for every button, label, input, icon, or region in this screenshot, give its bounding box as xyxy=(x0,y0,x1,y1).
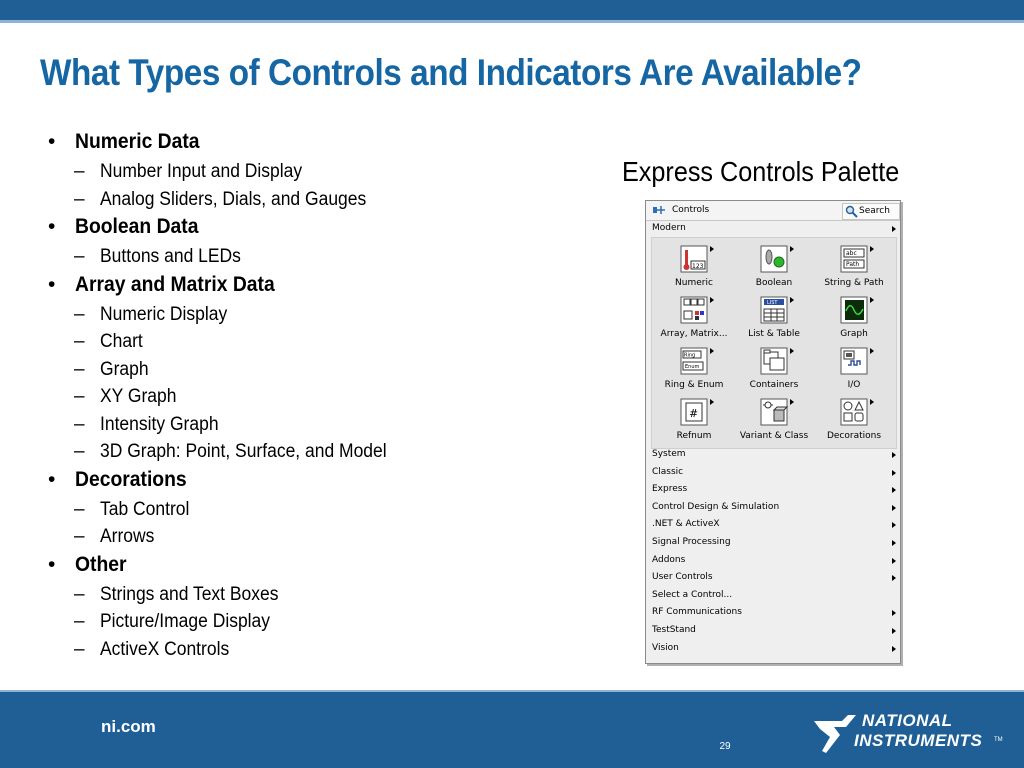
category-label: System xyxy=(652,449,686,459)
tile-label: Decorations xyxy=(826,431,882,441)
palette-caption: Express Controls Palette xyxy=(622,156,900,187)
category-label: Classic xyxy=(652,466,684,477)
logo-word-national: NATIONAL xyxy=(862,711,953,730)
containers-icon xyxy=(759,346,789,376)
sub-bullet-label: Analog Sliders, Dials, and Gauges xyxy=(100,188,367,210)
bullet-label: Numeric Data xyxy=(75,130,200,153)
header-accent-line xyxy=(0,20,1024,23)
tile-label: I/O xyxy=(847,380,861,390)
submenu-arrow-icon xyxy=(790,246,794,252)
sub-bullet-label: Strings and Text Boxes xyxy=(100,583,279,605)
sub-bullet-label: Graph xyxy=(100,358,149,380)
logo-trademark: TM xyxy=(994,737,1003,743)
refnum-icon xyxy=(679,397,709,427)
category-signal-processing[interactable] xyxy=(646,534,900,551)
category-net-activex[interactable] xyxy=(646,516,900,533)
array-matrix-icon xyxy=(679,295,709,325)
pin-icon[interactable] xyxy=(652,205,666,215)
dash-icon: – xyxy=(74,303,85,325)
submenu-arrow-icon xyxy=(790,348,794,354)
sub-bullet-item xyxy=(48,301,588,329)
bullet-dot-icon: • xyxy=(48,130,56,153)
category-modern[interactable] xyxy=(646,220,900,237)
category-addons[interactable] xyxy=(646,552,900,569)
tile-label: Refnum xyxy=(676,431,712,441)
list-table-icon xyxy=(759,295,789,325)
palette-tile-i-o[interactable] xyxy=(814,344,894,394)
dash-icon: – xyxy=(74,611,85,632)
palette-title: Controls xyxy=(672,205,710,215)
string-path-icon xyxy=(839,244,869,274)
bullet-label: Other xyxy=(75,552,127,576)
bullet-label: Decorations xyxy=(75,467,187,491)
svg-text:Path: Path xyxy=(846,261,860,268)
bullet-label: Array and Matrix Data xyxy=(75,272,275,296)
dash-icon: – xyxy=(74,246,85,267)
sub-bullet-label: Intensity Graph xyxy=(100,413,219,435)
logo-word-instruments: INSTRUMENTS xyxy=(854,731,983,750)
category-label: RF Communications xyxy=(652,607,742,618)
footer-site-link: ni.com xyxy=(101,717,156,736)
page-number: 29 xyxy=(719,741,731,752)
submenu-arrow-icon xyxy=(892,540,896,546)
submenu-arrow-icon xyxy=(710,297,714,303)
sub-bullet-item xyxy=(48,523,588,551)
submenu-arrow-icon xyxy=(710,399,714,405)
numeric-icon xyxy=(679,244,709,274)
dash-icon: – xyxy=(74,386,85,407)
palette-tile-ring-enum[interactable] xyxy=(654,344,734,394)
dash-icon: – xyxy=(74,331,85,352)
palette-tile-string-path[interactable] xyxy=(814,242,894,292)
submenu-arrow-icon xyxy=(870,399,874,405)
sub-bullet-label: Chart xyxy=(100,331,143,352)
category-classic[interactable] xyxy=(646,464,900,481)
dash-icon: – xyxy=(74,583,85,605)
dash-icon: – xyxy=(74,638,85,660)
bullet-dot-icon: • xyxy=(48,552,56,576)
palette-tile-decorations[interactable] xyxy=(814,395,894,445)
search-button[interactable] xyxy=(842,203,900,220)
tile-label: List & Table xyxy=(748,329,800,339)
sub-bullet-item xyxy=(48,411,588,439)
submenu-arrow-icon xyxy=(870,246,874,252)
bullet-dot-icon: • xyxy=(48,272,56,296)
submenu-arrow-icon xyxy=(710,348,714,354)
graph-icon xyxy=(839,295,869,325)
io-icon xyxy=(839,346,869,376)
tile-label: Numeric xyxy=(675,278,713,288)
controls-palette-window xyxy=(645,200,901,664)
category-vision[interactable] xyxy=(646,640,900,657)
palette-tile-graph[interactable] xyxy=(814,293,894,343)
tile-label: Containers xyxy=(749,380,799,390)
submenu-arrow-icon xyxy=(892,487,896,493)
svg-text:123: 123 xyxy=(692,263,704,270)
ni-logo xyxy=(812,711,1002,759)
category-teststand[interactable] xyxy=(646,622,900,639)
sub-bullet-item xyxy=(48,636,588,664)
sub-bullet-item xyxy=(48,243,588,271)
dash-icon: – xyxy=(74,413,85,435)
submenu-arrow-icon xyxy=(892,505,896,511)
footer-accent-line xyxy=(0,690,1024,692)
sub-bullet-item xyxy=(48,158,588,186)
category-label: Select a Control... xyxy=(652,589,733,600)
bullet-label: Boolean Data xyxy=(75,215,199,238)
sub-bullet-label: Number Input and Display xyxy=(100,161,303,182)
header-bar xyxy=(0,0,1024,20)
submenu-arrow-icon xyxy=(892,522,896,528)
dash-icon: – xyxy=(74,441,85,462)
sub-bullet-item xyxy=(48,496,588,524)
sub-bullet-item xyxy=(48,581,588,609)
bullet-dot-icon: • xyxy=(48,215,56,238)
category-express[interactable] xyxy=(646,481,900,498)
category-user-controls[interactable] xyxy=(646,569,900,586)
sub-bullet-label: Numeric Display xyxy=(100,303,228,325)
sub-bullet-label: Picture/Image Display xyxy=(100,611,271,632)
submenu-arrow-icon xyxy=(790,399,794,405)
dash-icon: – xyxy=(74,526,85,547)
submenu-arrow-icon xyxy=(710,246,714,252)
category-label: TestStand xyxy=(652,625,696,635)
sub-bullet-item xyxy=(48,608,588,636)
sub-bullet-label: Arrows xyxy=(100,526,155,547)
bullet-item xyxy=(48,466,588,496)
svg-text:abc: abc xyxy=(846,250,857,257)
palette-tile-array-matrix[interactable] xyxy=(654,293,734,343)
tile-label: Array, Matrix... xyxy=(660,329,728,339)
ring-enum-icon xyxy=(679,346,709,376)
sub-bullet-label: Buttons and LEDs xyxy=(100,246,241,267)
submenu-arrow-icon xyxy=(790,297,794,303)
variant-class-icon xyxy=(759,397,789,427)
bullet-list xyxy=(48,128,588,663)
eagle-logo-icon xyxy=(812,711,858,757)
category-label: .NET & ActiveX xyxy=(652,519,720,530)
category-label: Express xyxy=(652,484,688,495)
category-label: Addons xyxy=(652,554,686,565)
palette-tile-variant-class[interactable] xyxy=(734,395,814,445)
palette-tile-numeric[interactable] xyxy=(654,242,734,292)
sub-bullet-item xyxy=(48,186,588,214)
sub-bullet-item xyxy=(48,328,588,356)
bullet-item xyxy=(48,551,588,581)
palette-tile-containers[interactable] xyxy=(734,344,814,394)
submenu-arrow-icon xyxy=(892,470,896,476)
category-label: Control Design & Simulation xyxy=(652,501,780,512)
slide-title: What Types of Controls and Indicators Are Available? xyxy=(40,52,862,93)
bullet-item xyxy=(48,271,588,301)
search-label: Search xyxy=(859,206,890,216)
category-label: Signal Processing xyxy=(652,537,731,547)
category-control-design-simulation[interactable] xyxy=(646,499,900,516)
decorations-icon xyxy=(839,397,869,427)
tile-label: Graph xyxy=(840,329,868,339)
sub-bullet-item xyxy=(48,356,588,384)
category-label: Vision xyxy=(652,642,679,653)
bullet-item xyxy=(48,128,588,158)
bullet-dot-icon: • xyxy=(48,467,56,491)
submenu-arrow-icon xyxy=(892,628,896,634)
submenu-arrow-icon xyxy=(892,575,896,581)
submenu-arrow-icon xyxy=(870,348,874,354)
palette-titlebar xyxy=(646,201,900,221)
submenu-arrow-icon xyxy=(892,610,896,616)
tile-label: Ring & Enum xyxy=(664,380,724,390)
category-rf-communications[interactable] xyxy=(646,604,900,621)
sub-bullet-item xyxy=(48,438,588,466)
sub-bullet-label: ActiveX Controls xyxy=(100,638,230,660)
svg-text:Enum: Enum xyxy=(685,364,700,370)
palette-tile-refnum[interactable] xyxy=(654,395,734,445)
submenu-arrow-icon xyxy=(892,646,896,652)
submenu-arrow-icon xyxy=(870,297,874,303)
svg-text:Ring: Ring xyxy=(684,352,696,359)
dash-icon: – xyxy=(74,358,85,380)
sub-bullet-label: 3D Graph: Point, Surface, and Model xyxy=(100,441,387,462)
dash-icon: – xyxy=(74,161,85,182)
tile-label: Boolean xyxy=(755,278,793,288)
palette-tile-list-table[interactable] xyxy=(734,293,814,343)
sub-bullet-label: Tab Control xyxy=(100,498,190,520)
category-label: User Controls xyxy=(652,572,713,583)
tile-label: Variant & Class xyxy=(739,431,809,441)
submenu-arrow-icon xyxy=(892,558,896,564)
palette-tile-boolean[interactable] xyxy=(734,242,814,292)
submenu-arrow-icon xyxy=(892,226,896,232)
sub-bullet-item xyxy=(48,383,588,411)
submenu-arrow-icon xyxy=(892,452,896,458)
svg-text:LIST: LIST xyxy=(767,300,778,306)
category-label: Modern xyxy=(652,223,686,233)
tile-label: String & Path xyxy=(824,278,884,288)
search-icon xyxy=(845,205,858,218)
boolean-icon xyxy=(759,244,789,274)
category-select-a-control[interactable] xyxy=(646,587,900,604)
dash-icon: – xyxy=(74,498,85,520)
palette-icon-grid xyxy=(651,237,897,449)
bullet-item xyxy=(48,213,588,243)
svg-text:#: # xyxy=(689,407,699,420)
sub-bullet-label: XY Graph xyxy=(100,386,177,407)
category-system[interactable] xyxy=(646,446,900,463)
dash-icon: – xyxy=(74,188,85,210)
